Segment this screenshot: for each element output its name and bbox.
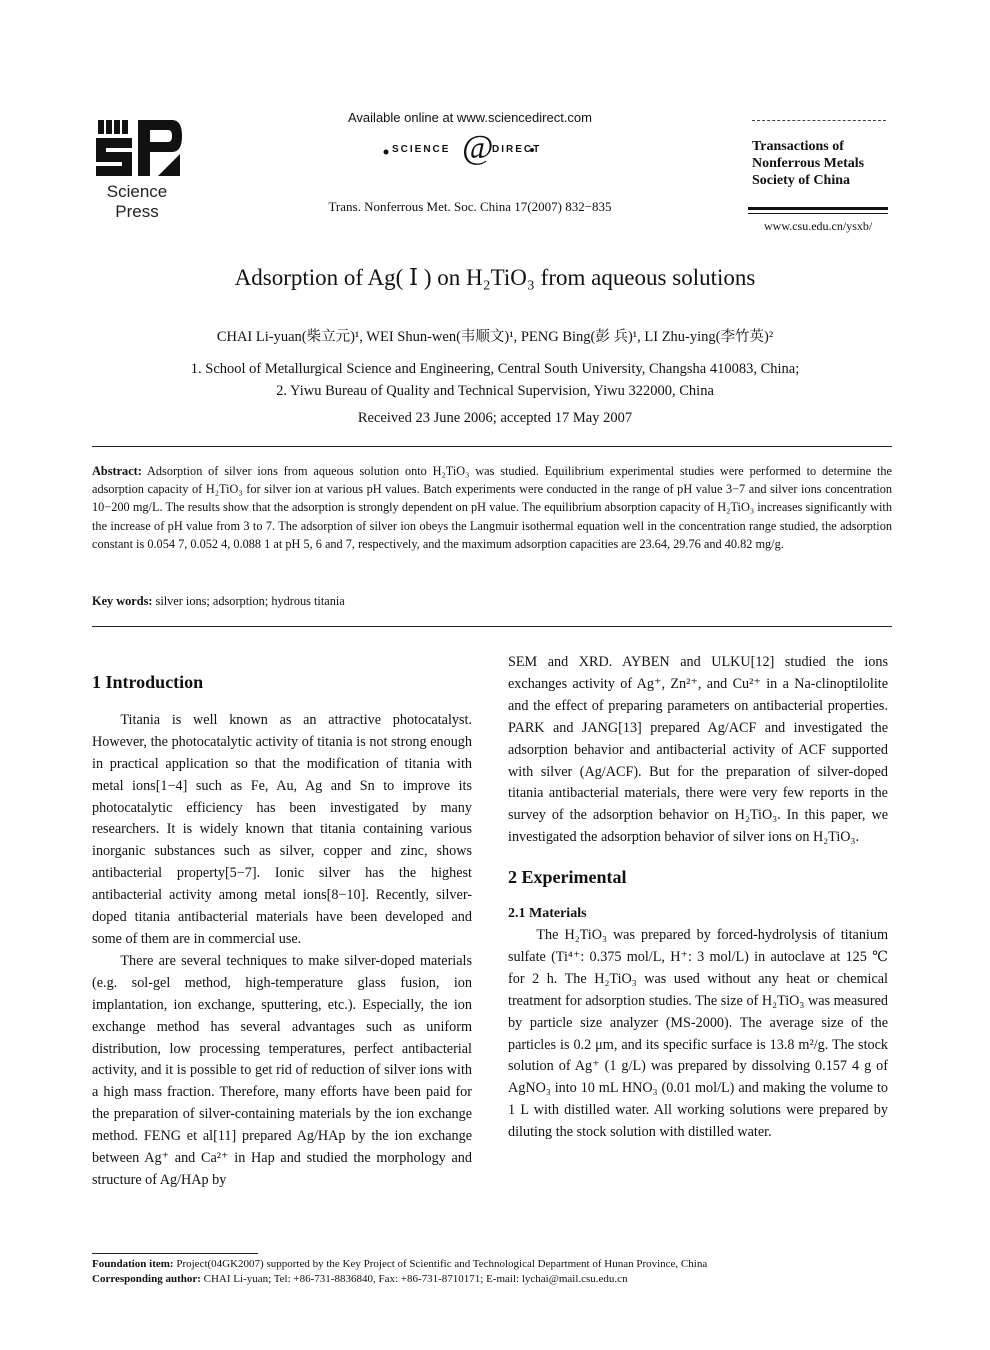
abstract-label: Abstract: (92, 464, 142, 478)
section-2-1-heading: 2.1 Materials (508, 906, 587, 922)
section-2-heading: 2 Experimental (508, 867, 627, 888)
keywords-label: Key words: (92, 594, 153, 608)
abstract (92, 462, 892, 553)
journal-url: www.csu.edu.cn/ysxb/ (764, 219, 873, 233)
sciencedirect-logo (380, 129, 570, 168)
affiliation-1: 1. School of Metallurgical Science and Engineering, Central South University, Changsha 410083, China; (190, 361, 800, 377)
footnote-rule (92, 1253, 258, 1254)
journal-rule-thin (748, 213, 888, 214)
intro-paragraph-2: There are several techniques to make silver-doped materials (e.g. sol-gel method, high-temperature glass fusion, ion implantation, ion exchange, sputtering, etc.). Especially, the ion exchange method has several advantages such as uniform distribution, low processing temperatures, perfect antibacterial activity, and it is possible to get rid of reduction of silver ions with a high mass fraction. Therefore, many efforts have been paid for the preparation of silver-containing materials by the ion exchange method. FENG et al[11] prepared Ag/HAp by the ion exchange between Ag⁺ and Ca²⁺ in Hap and studied the morphology and structure of Ag/HAp by (92, 952, 472, 1188)
journal-name-line-3: Society of China (752, 173, 850, 188)
rule-above-abstract (92, 446, 892, 447)
foundation-label: Foundation item: (92, 1258, 174, 1270)
abstract-text: Adsorption of silver ions from aqueous solution onto H₂TiO₃ was studied. Equilibrium experimental studies were performed to determine the adsorption capacity of H₂TiO₃ for silver ion at various pH values. Batch experiments were conducted in the range of pH value 3−7 and silver ions concentration 10−200 mg/L. The results show that the adsorption is strongly dependent on pH value. The equilibrium absorption capacity of H₂TiO₃ increases significantly with the increase of pH value from 3 to 7. The adsorption of silver ion obeys the Langmuir isothermal equation well in the concentration range studied, the adsorption constant is 0.054 7, 0.052 4, 0.088 1 at pH 5, 6 and 7, respectively, and the maximum adsorption capacities are 23.64, 29.76 and 40.82 mg/g. (92, 464, 892, 551)
affiliations (0, 358, 990, 402)
sciencedirect-d-icon: @ (462, 129, 494, 166)
intro-paragraph-2-continued: SEM and XRD. AYBEN and ULKU[12] studied the ions exchanges activity of Ag⁺, Zn²⁺, and Cu²⁺ in a Na-clinoptilolite and the effect of preparing parameters on antibacterial properties. PARK and JANG[13] prepared Ag/ACF and investigated the adsorption behavior and antibacterial activity of ACF supported with silver (Ag/ACF). But for the preparation of silver-doped titania antibacterial materials, there were very few reports in the survey of the adsorption behavior on H₂TiO₃. In this paper, we investigated the adsorption behavior of silver ions on H₂TiO₃. (508, 654, 888, 846)
keywords (92, 594, 892, 609)
journal-name (752, 138, 912, 189)
journal-citation: Trans. Nonferrous Met. Soc. China 17(2007) 832−835 (328, 199, 612, 214)
corresponding-label: Corresponding author: (92, 1273, 201, 1285)
logo-text: Science Press (106, 182, 168, 221)
affiliation-2: 2. Yiwu Bureau of Quality and Technical Supervision, Yiwu 322000, China (276, 383, 714, 399)
corresponding-text: CHAI Li-yuan; Tel: +86-731-8836840, Fax: +86-731-8710171; E-mail: lychai@mail.csu.edu.cn (203, 1273, 628, 1285)
corresponding-author (92, 1272, 892, 1287)
footnote (92, 1257, 892, 1287)
right-column (508, 652, 888, 1144)
foundation-text: Project(04GK2007) supported by the Key Project of Scientific and Technological Department of Hunan Province, China (176, 1258, 708, 1270)
rule-below-keywords (92, 626, 892, 627)
sciencedirect-left: SCIENCE (392, 144, 451, 155)
foundation-item (92, 1257, 892, 1272)
intro-paragraph-1: Titania is well known as an attractive photocatalyst. However, the photocatalytic activity of titania is not strong enough in practical application so that the modification of titania with metal ions[1−4] such as Fe, Au, Ag and Sn to improve its photocatalytic efficiency has been investigated by many researchers. It is widely known that titania containing various inorganic substances such as silver, copper and zinc, shows antibacterial property[5−7]. Ionic silver has the highest antibacterial activity among metal ions[8−10]. Recently, silver-doped titania antibacterial materials have been developed and some of them are in commercial use. (92, 711, 472, 947)
left-column (92, 672, 472, 1192)
keywords-text: silver ions; adsorption; hydrous titania (155, 594, 345, 608)
materials-paragraph: The H₂TiO₃ was prepared by forced-hydrolysis of titanium sulfate (Ti⁴⁺: 0.375 mol/L, H⁺: 3 mol/L) in autoclave at 125 ℃ for 2 h. The H₂TiO₃ was used without any heat or chemical treatment for adsorption studies. The size of H₂TiO₃ was measured by particle size analyzer (MS-2000). The average size of the particles is 0.2 μm, and its specific surface is 13.8 m²/g. The stock solution of Ag⁺ (1 g/L) was prepared by dissolving 0.157 4 g of AgNO₃ into 10 mL HNO₃ (0.01 mol/L) and making the volume to 1 L with distilled water. All working solutions were prepared by diluting the stock solution with distilled water. (508, 926, 888, 1141)
journal-top-rule (752, 120, 886, 121)
sciencedirect-right: DIRECT (492, 144, 542, 155)
journal-rule-thick (748, 207, 888, 210)
author-list: CHAI Li-yuan(柴立元)¹, WEI Shun-wen(韦顺文)¹, PENG Bing(彭 兵)¹, LI Zhu-ying(李竹英)² (216, 329, 774, 345)
article-title: Adsorption of Ag( Ⅰ ) on H₂TiO₃ from aqueous solutions (234, 265, 756, 290)
journal-name-line-2: Nonferrous Metals (752, 156, 865, 171)
journal-name-line-1: Transactions of (752, 139, 844, 154)
publisher-logo (92, 118, 192, 222)
section-1-heading: 1 Introduction (92, 672, 204, 692)
received-dates: Received 23 June 2006; accepted 17 May 2007 (357, 410, 633, 426)
available-online: Available online at www.sciencedirect.com (348, 110, 592, 125)
science-press-logo-icon (92, 118, 184, 180)
